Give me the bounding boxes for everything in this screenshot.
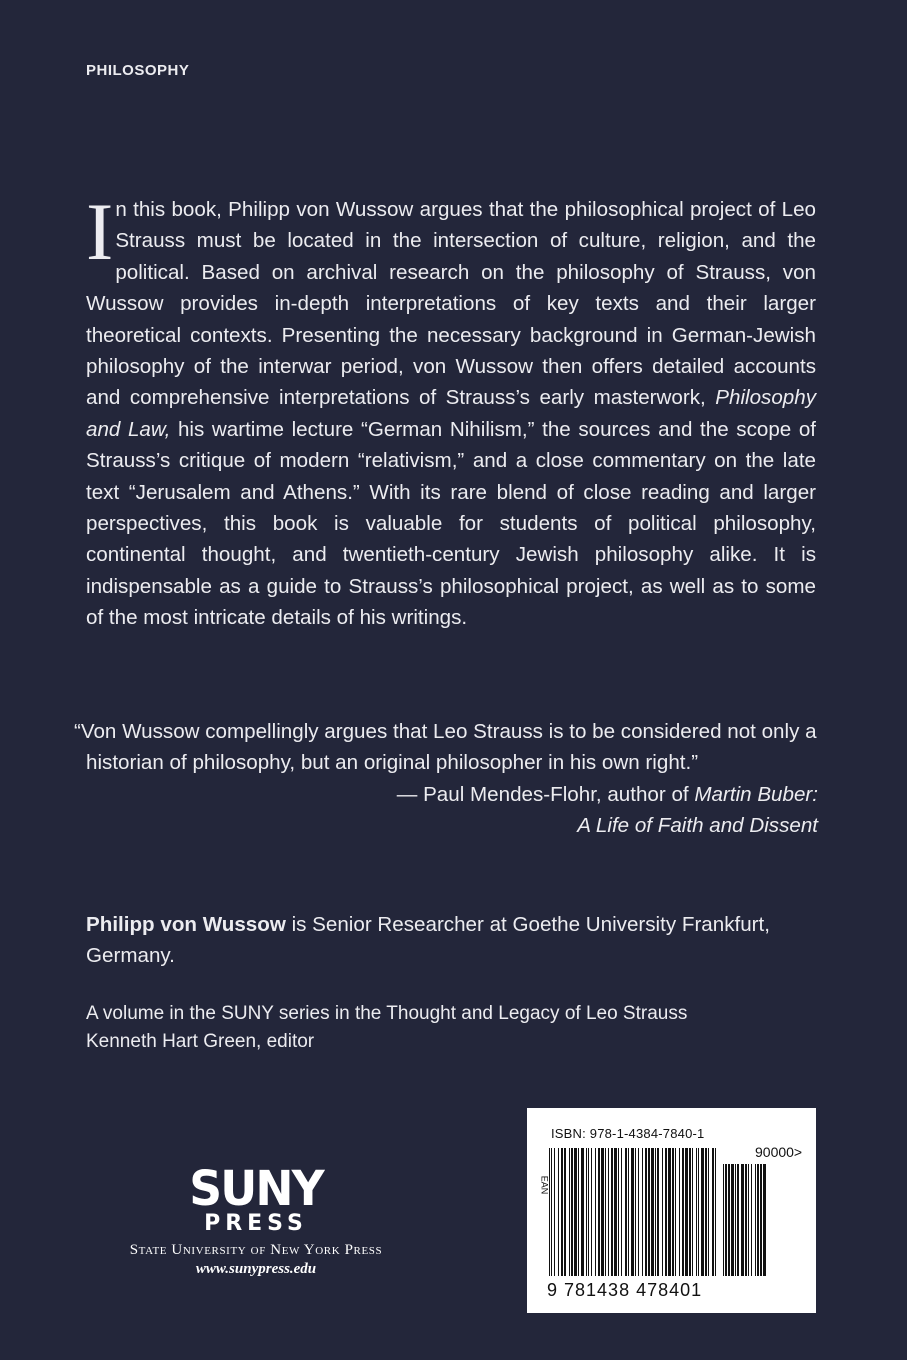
description-part-1: n this book, Philipp von Wussow argues that the philosophical project of Leo Strauss must be located in the intersection of culture, religion, and the political. Based on archival research on the philosophy of Strauss, von Wussow provides in-depth interpretations of key texts and their larger theoretical contexts. Presenting the necessary background in German-Jewish philosophy of the interwar period, von Wussow then offers detailed accounts and comprehensive interpretations of Strauss’s early masterwork, [86,198,816,410]
barcode-bar [689,1148,691,1276]
barcode-bar [581,1148,584,1276]
barcode-bar [588,1148,589,1276]
barcode-bar [735,1164,736,1276]
barcode-bar [651,1148,654,1276]
description-book-title: Philosophy and Law, [86,386,816,441]
endorsement [74,716,818,842]
barcode-bar [657,1148,659,1276]
barcode-bar [655,1148,656,1276]
author-bio-text: is Senior Researcher at Goethe University Frankfurt, Germany. [86,913,770,968]
barcode-bar [731,1164,734,1276]
barcode-bar [578,1148,579,1276]
barcode-bar [751,1164,752,1276]
barcode-number: 9 781438 478401 [547,1280,703,1300]
barcode-bar [625,1148,627,1276]
barcode-bar [549,1148,550,1276]
barcode-bar [682,1148,684,1276]
barcode [527,1108,816,1313]
author-bio [86,909,821,972]
barcode-bar [748,1164,749,1276]
publisher-logo-press: PRESS [204,1211,308,1236]
author-name: Philipp von Wussow [86,913,286,936]
barcode-bar [621,1148,622,1276]
barcode-bar [601,1148,604,1276]
barcode-bar [763,1164,766,1276]
series-info [86,1000,821,1056]
barcode-bar [618,1148,619,1276]
barcode-bar [696,1148,697,1276]
barcode-bar [685,1148,688,1276]
endorsement-quote: “Von Wussow compellingly argues that Leo Strauss is to be considered not only a historian of philosophy, but an original philosopher in his own right.” [74,720,817,775]
barcode-bar [608,1148,609,1276]
barcode-bar [591,1148,592,1276]
barcode-bar [701,1148,704,1276]
barcode-bar [571,1148,573,1276]
price-code: 90000> [755,1144,803,1160]
barcode-bar [638,1148,639,1276]
barcode-bar [665,1148,667,1276]
attribution-prefix: — Paul Mendes-Flohr, author of [396,782,695,806]
barcode-bar [561,1148,563,1276]
barcode-bar [668,1148,671,1276]
barcode-bar [662,1148,663,1276]
isbn-text: ISBN: 978-1-4384-7840-1 [551,1126,705,1141]
barcode-bar [760,1164,762,1276]
barcode-bar [679,1148,680,1276]
barcode-bar [551,1148,552,1276]
barcode-bar [631,1148,634,1276]
category-label: PHILOSOPHY [86,62,190,79]
barcode-bar [757,1164,759,1276]
barcode-bar [725,1164,727,1276]
barcode-bars-addon [723,1164,783,1276]
ean-label: EAN [539,1175,550,1195]
barcode-bar [635,1148,636,1276]
barcode-bar [611,1148,613,1276]
barcode-bar [586,1148,587,1276]
barcode-bars-main [549,1148,717,1276]
attribution-book-title-line2: A Life of Faith and Dissent [577,814,818,838]
attribution-book-title-line1: Martin Buber: [694,782,818,806]
barcode-bar [737,1164,739,1276]
barcode-bar [712,1148,714,1276]
barcode-bar [564,1148,566,1276]
barcode-bar [642,1148,643,1276]
barcode-bar [595,1148,596,1276]
barcode-bar [675,1148,676,1276]
endorsement-attribution [74,779,818,842]
barcode-bar [672,1148,674,1276]
barcode-bar [741,1164,744,1276]
barcode-bar [605,1148,606,1276]
barcode-bar [598,1148,600,1276]
barcode-bar [558,1148,559,1276]
barcode-bar [698,1148,699,1276]
barcode-bar [745,1164,747,1276]
barcode-bar [705,1148,707,1276]
series-line-1: A volume in the SUNY series in the Thought and Legacy of Leo Strauss [86,1003,688,1024]
description-part-2: his wartime lecture “German Nihilism,” the sources and the scope of Strauss’s critique of modern “relativism,” and a close commentary on the late text “Jerusalem and Athens.” With its rare blend of close reading and larger perspectives, this book is valuable for students of political philosophy, continental thought, and twentieth-century Jewish philosophy alike. It is indispensable as a guide to Strauss’s philosophical project, as well as to some of the most intricate details of his writings. [86,417,817,630]
barcode-bar [648,1148,650,1276]
barcode-bar [708,1148,709,1276]
barcode-bar [554,1148,555,1276]
barcode-bar [723,1164,724,1276]
publisher-full-name: State University of New York Press [129,1242,383,1258]
drop-cap: I [86,186,114,277]
book-description [86,186,817,634]
barcode-bar [574,1148,577,1276]
barcode-bar [614,1148,617,1276]
barcode-bar [569,1148,570,1276]
series-line-2: Kenneth Hart Green, editor [86,1031,315,1052]
barcode-bar [645,1148,647,1276]
publisher-url: www.sunypress.edu [195,1261,317,1277]
barcode-bar [755,1164,756,1276]
publisher-logo-suny: SUNY [189,1161,323,1217]
barcode-bar [728,1164,730,1276]
publisher-logo [86,1161,426,1278]
barcode-bar [692,1148,693,1276]
barcode-bar [628,1148,629,1276]
barcode-bar [715,1148,716,1276]
